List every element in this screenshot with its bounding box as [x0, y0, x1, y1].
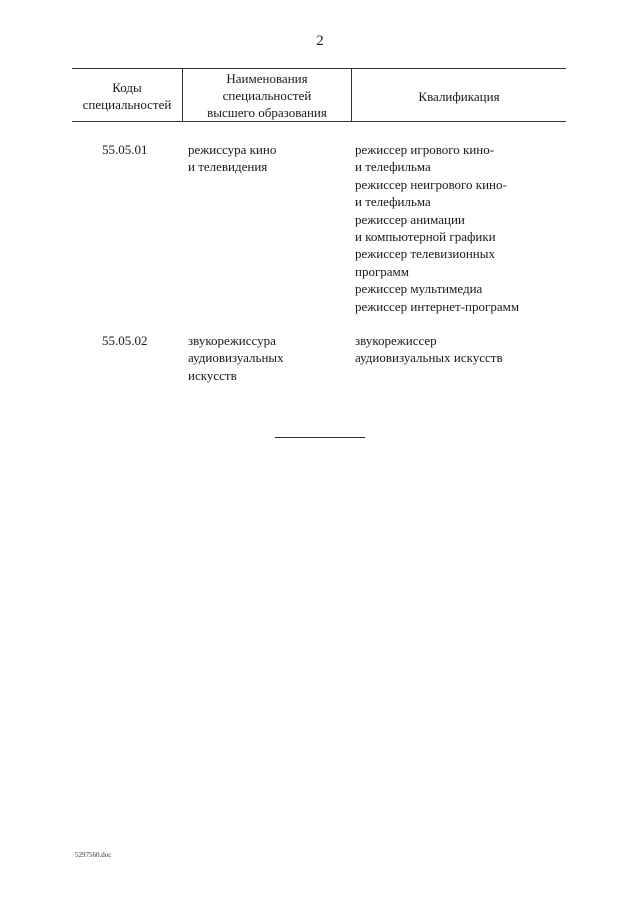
row-specialty-line: и телевидения [188, 159, 268, 175]
row-specialty-name [188, 332, 284, 384]
row-specialty-line: аудиовизуальных [188, 350, 284, 366]
header-names-line: специальностей [222, 88, 312, 103]
qualification-line: режиссер анимации [355, 211, 465, 227]
qualification-line: аудиовизуальных искусств [355, 350, 503, 366]
qualification-line: и телефильма [355, 159, 431, 175]
footer-file-name: 5297560.doc [75, 851, 112, 859]
row-code: 55.05.02 [102, 333, 148, 348]
row-specialty-name [188, 141, 276, 176]
row-qualification [355, 332, 503, 367]
header-names-line: Наименования [226, 71, 308, 86]
qualification-line: и компьютерной графики [355, 229, 496, 245]
qualification-line: режиссер игрового кино- [355, 142, 495, 157]
row-specialty-line: режиссура кино [188, 142, 277, 157]
table-top-rule [72, 68, 566, 69]
qualification-line: режиссер телевизионных [355, 246, 495, 262]
header-codes-line: специальностей [82, 97, 172, 112]
page-number: 2 [316, 33, 324, 49]
row-specialty-line: искусств [188, 367, 237, 383]
header-codes [72, 79, 182, 113]
row-specialty-line: звукорежиссура [188, 333, 276, 348]
qualification-line: режиссер мультимедиа [355, 281, 483, 297]
row-qualification [355, 141, 519, 315]
row-code: 55.05.01 [102, 142, 148, 157]
header-names-line: высшего образования [207, 105, 327, 120]
header-names [183, 70, 351, 121]
qualification-line: и телефильма [355, 194, 431, 210]
qualification-line: программ [355, 263, 410, 279]
qualification-line: режиссер неигрового кино- [355, 176, 507, 192]
header-qualification-line: Квалификация [418, 89, 500, 104]
header-codes-line: Коды [112, 80, 142, 95]
table-header-bottom-rule [72, 121, 566, 122]
qualification-line: звукорежиссер [355, 333, 437, 348]
end-of-document-rule [275, 437, 365, 438]
header-qualification [352, 88, 566, 105]
qualification-line: режиссер интернет-программ [355, 298, 520, 314]
